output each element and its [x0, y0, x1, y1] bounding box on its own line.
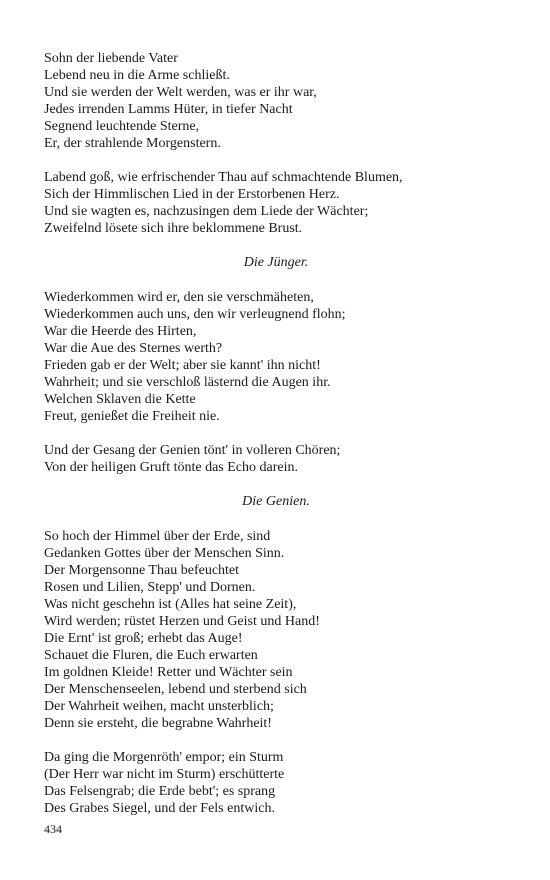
verse-line: Gedanken Gottes über der Menschen Sinn. [44, 546, 285, 561]
verse-line: Lebend neu in die Arme schließt. [44, 68, 230, 83]
section-heading-juenger: Die Jünger. [243, 255, 309, 270]
verse-line: Das Felsengrab; die Erde bebt'; es sprang [44, 784, 276, 799]
verse-line: Wiederkommen auch uns, den wir verleugnend flohn; [44, 307, 346, 322]
verse-line: Und der Gesang der Genien tönt' in volleren Chören; [44, 443, 341, 458]
page-number: 434 [44, 822, 62, 836]
verse-line: Des Grabes Siegel, und der Fels entwich. [44, 801, 275, 816]
page-content [44, 50, 514, 834]
stanza-1 [44, 50, 514, 152]
verse-line: Sich der Himmlischen Lied in der Erstorbenen Herz. [44, 187, 340, 202]
verse-line: Zweifelnd lösete sich ihre beklommene Brust. [44, 221, 303, 236]
stanza-6 [44, 749, 514, 817]
verse-line: Wiederkommen wird er, den sie verschmäheten, [44, 290, 314, 305]
verse-line: Labend goß, wie erfrischender Thau auf schmachtende Blumen, [44, 170, 403, 185]
verse-line: Der Menschenseelen, lebend und sterbend sich [44, 682, 307, 697]
verse-line: Sohn der liebende Vater [44, 51, 178, 66]
verse-line: Im goldnen Kleide! Retter und Wächter sein [44, 665, 293, 680]
stanza-2 [44, 169, 514, 237]
verse-line: Und sie werden der Welt werden, was er ihr war, [44, 85, 317, 100]
verse-line: Jedes irrenden Lamms Hüter, in tiefer Nacht [44, 102, 293, 117]
verse-line: Der Wahrheit weihen, macht unsterblich; [44, 699, 274, 714]
stanza-4 [44, 442, 514, 476]
verse-line: Was nicht geschehn ist (Alles hat seine Zeit), [44, 597, 297, 612]
verse-line: (Der Herr war nicht im Sturm) erschütterte [44, 767, 285, 782]
verse-line: War die Aue des Sternes werth? [44, 341, 223, 356]
verse-line: Schauet die Fluren, die Euch erwarten [44, 648, 258, 663]
verse-line: Wahrheit; und sie verschloß lästernd die Augen ihr. [44, 375, 331, 390]
verse-line: Welchen Sklaven die Kette [44, 392, 196, 407]
verse-line: So hoch der Himmel über der Erde, sind [44, 529, 271, 544]
verse-line: Wird werden; rüstet Herzen und Geist und Hand! [44, 614, 320, 629]
verse-line: Segnend leuchtende Sterne, [44, 119, 200, 134]
verse-line: Frieden gab er der Welt; aber sie kannt' ihn nicht! [44, 358, 321, 373]
stanza-5 [44, 528, 514, 732]
verse-line: Die Ernt' ist groß; erhebt das Auge! [44, 631, 243, 646]
section-heading-genien: Die Genien. [242, 494, 310, 509]
verse-line: Denn sie ersteht, die begrabne Wahrheit! [44, 716, 272, 731]
verse-line: Der Morgensonne Thau befeuchtet [44, 563, 240, 578]
verse-line: Freut, genießet die Freiheit nie. [44, 409, 220, 424]
verse-line: Er, der strahlende Morgenstern. [44, 136, 221, 151]
verse-line: Da ging die Morgenröth' empor; ein Sturm [44, 750, 284, 765]
verse-line: Von der heiligen Gruft tönte das Echo darein. [44, 460, 299, 475]
stanza-3 [44, 289, 514, 425]
verse-line: Rosen und Lilien, Stepp' und Dornen. [44, 580, 256, 595]
verse-line: Und sie wagten es, nachzusingen dem Liede der Wächter; [44, 204, 369, 219]
verse-line: War die Heerde des Hirten, [44, 324, 197, 339]
